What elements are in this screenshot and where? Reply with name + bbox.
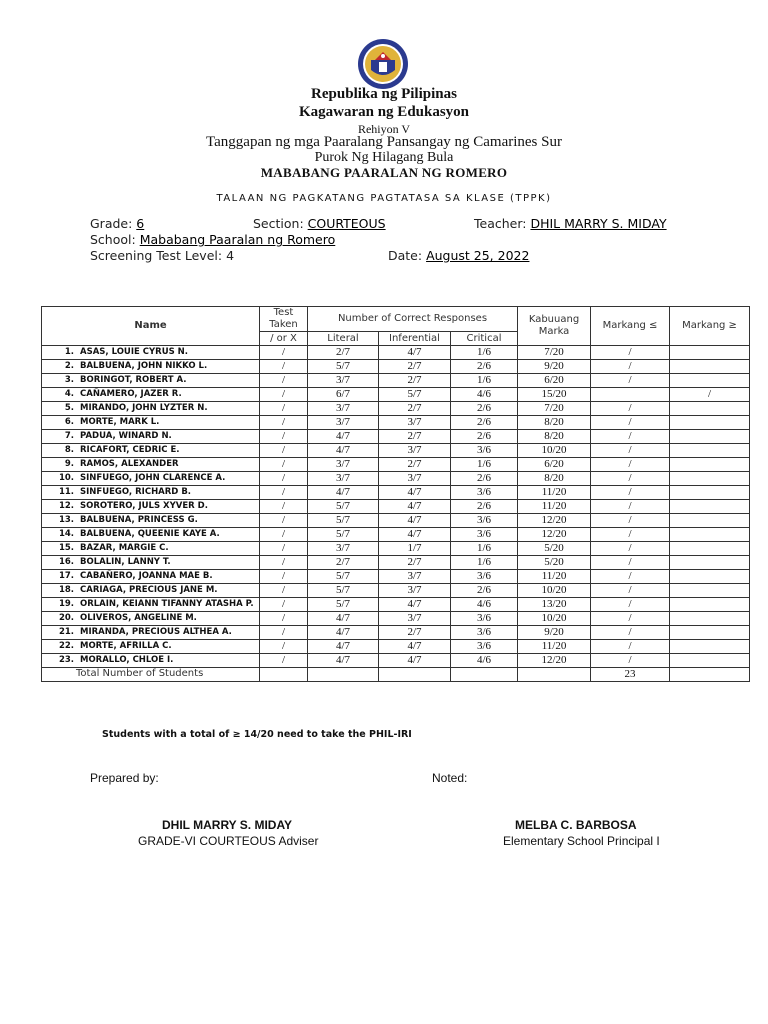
total-score-cell: 12/20 [518,654,591,668]
test-taken-cell: / [260,346,308,360]
student-name: 22. MORTE, AFRILLA C. [42,640,260,654]
critical-cell: 1/6 [451,374,518,388]
score-le-cell: / [591,486,670,500]
student-name: 12. SOROTERO, JULS XYVER D. [42,500,260,514]
score-le-cell: / [591,444,670,458]
score-le-cell: / [591,640,670,654]
inferential-cell: 3/7 [379,472,451,486]
header-school: MABABANG PAARALAN NG ROMERO [260,165,508,180]
critical-cell: 3/6 [451,528,518,542]
student-name: 18. CARIAGA, PRECIOUS JANE M. [42,584,260,598]
literal-cell: 5/7 [308,598,379,612]
inferential-cell: 3/7 [379,612,451,626]
total-score-cell: 7/20 [518,346,591,360]
total-score-cell: 9/20 [518,360,591,374]
score-ge-cell [670,626,750,640]
literal-cell: 3/7 [308,472,379,486]
inferential-cell: 4/7 [379,640,451,654]
total-score-cell: 8/20 [518,416,591,430]
score-le-cell: / [591,472,670,486]
grade-value: 6 [136,216,145,231]
header-department: Kagawaran ng Edukasyon [298,104,470,120]
table-row [42,388,750,402]
student-name: 16. BOLALIN, LANNY T. [42,556,260,570]
inferential-cell: 2/7 [379,430,451,444]
critical-cell: 4/6 [451,654,518,668]
total-score-cell: 13/20 [518,598,591,612]
school-value: Mababang Paaralan ng Romero [139,232,336,247]
section-info: Section: COURTEOUS [253,216,386,231]
prepared-label: Prepared by: [90,771,159,785]
test-taken-cell: / [260,360,308,374]
inferential-cell: 5/7 [379,388,451,402]
inferential-cell: 4/7 [379,528,451,542]
table-row [42,458,750,472]
student-name: 3. BORINGOT, ROBERT A. [42,374,260,388]
critical-cell: 3/6 [451,444,518,458]
score-ge-cell [670,570,750,584]
table-row [42,528,750,542]
literal-cell: 5/7 [308,500,379,514]
literal-cell: 3/7 [308,458,379,472]
test-taken-cell: / [260,444,308,458]
header-division: Tanggapan ng mga Paaralang Pansangay ng Camarines Sur [206,134,562,150]
teacher-value: DHIL MARRY S. MIDAY [530,216,667,231]
header-score-ge: Markang ≥ [670,307,750,346]
score-ge-cell: / [670,388,750,402]
critical-cell: 1/6 [451,542,518,556]
header-literal: Literal [308,332,379,346]
inferential-cell: 4/7 [379,486,451,500]
inferential-cell: 3/7 [379,584,451,598]
total-score-cell: 11/20 [518,500,591,514]
student-name: 8. RICAFORT, CEDRIC E. [42,444,260,458]
test-taken-cell: / [260,598,308,612]
inferential-cell: 3/7 [379,444,451,458]
grade-info: Grade: 6 [90,216,145,231]
student-rows [42,346,750,668]
literal-cell: 2/7 [308,556,379,570]
literal-cell: 4/7 [308,430,379,444]
total-score-cell: 10/20 [518,444,591,458]
score-ge-cell [670,472,750,486]
score-ge-cell [670,402,750,416]
total-score-cell: 7/20 [518,402,591,416]
score-ge-cell [670,346,750,360]
score-le-cell: / [591,514,670,528]
table-row [42,556,750,570]
student-name: 13. BALBUENA, PRINCESS G. [42,514,260,528]
test-taken-cell: / [260,640,308,654]
date-value: August 25, 2022 [426,248,530,263]
level-info: Screening Test Level: 4 [90,248,235,263]
score-ge-cell [670,654,750,668]
literal-cell: 6/7 [308,388,379,402]
table-row [42,444,750,458]
score-le-cell [591,388,670,402]
literal-cell: 4/7 [308,640,379,654]
score-ge-cell [670,556,750,570]
score-ge-cell [670,612,750,626]
critical-cell: 3/6 [451,626,518,640]
critical-cell: 2/6 [451,402,518,416]
test-taken-cell: / [260,570,308,584]
section-value: COURTEOUS [307,216,386,231]
header-test-mark: / or X [260,332,308,346]
date-info: Date: August 25, 2022 [388,248,530,263]
table-row [42,346,750,360]
inferential-cell: 3/7 [379,570,451,584]
table-row [42,500,750,514]
table-row [42,360,750,374]
student-name: 14. BALBUENA, QUEENIE KAYE A. [42,528,260,542]
literal-cell: 3/7 [308,416,379,430]
score-ge-cell [670,542,750,556]
tppk-table [41,306,750,682]
literal-cell: 5/7 [308,584,379,598]
total-score-cell: 6/20 [518,458,591,472]
critical-cell: 2/6 [451,472,518,486]
header-total-score: Kabuuang Marka [518,307,591,346]
critical-cell: 2/6 [451,430,518,444]
student-name: 5. MIRANDO, JOHN LYZTER N. [42,402,260,416]
total-score-cell: 12/20 [518,528,591,542]
critical-cell: 2/6 [451,584,518,598]
literal-cell: 4/7 [308,444,379,458]
header-test-taken: Test Taken [260,307,308,332]
test-taken-cell: / [260,528,308,542]
critical-cell: 3/6 [451,612,518,626]
inferential-cell: 2/7 [379,360,451,374]
critical-cell: 3/6 [451,514,518,528]
critical-cell: 3/6 [451,486,518,500]
student-name: 15. BAZAR, MARGIE C. [42,542,260,556]
student-name: 20. OLIVEROS, ANGELINE M. [42,612,260,626]
test-taken-cell: / [260,402,308,416]
level-value: 4 [226,248,235,263]
total-score-cell: 11/20 [518,570,591,584]
inferential-cell: 2/7 [379,402,451,416]
student-name: 9. RAMOS, ALEXANDER [42,458,260,472]
score-ge-cell [670,360,750,374]
literal-cell: 5/7 [308,360,379,374]
test-taken-cell: / [260,388,308,402]
table-row [42,416,750,430]
score-le-cell: / [591,626,670,640]
test-taken-cell: / [260,626,308,640]
header-region: Rehiyon V [357,122,411,136]
noted-name: MELBA C. BARBOSA [515,818,637,832]
student-name: 7. PADUA, WINARD N. [42,430,260,444]
student-name: 1. ASAS, LOUIE CYRUS N. [42,346,260,360]
table-row [42,514,750,528]
test-taken-cell: / [260,374,308,388]
table-row [42,542,750,556]
teacher-info: Teacher: DHIL MARRY S. MIDAY [474,216,667,231]
table-row [42,584,750,598]
score-le-cell: / [591,612,670,626]
header-correct-responses: Number of Correct Responses [308,307,518,332]
test-taken-cell: / [260,458,308,472]
table-row [42,430,750,444]
critical-cell: 1/6 [451,458,518,472]
table-row [42,626,750,640]
score-le-cell: / [591,346,670,360]
inferential-cell: 2/7 [379,374,451,388]
total-label: Total Number of Students [42,668,260,682]
prepared-name: DHIL MARRY S. MIDAY [162,818,293,832]
test-taken-cell: / [260,416,308,430]
literal-cell: 5/7 [308,528,379,542]
score-ge-cell [670,640,750,654]
table-row [42,654,750,668]
table-row [42,402,750,416]
score-le-cell: / [591,360,670,374]
score-ge-cell [670,458,750,472]
total-score-cell: 12/20 [518,514,591,528]
literal-cell: 5/7 [308,514,379,528]
critical-cell: 2/6 [451,416,518,430]
form-title: TALAAN NG PAGKATANG PAGTATASA SA KLASE (TPPK) [216,193,552,204]
table-row [42,570,750,584]
score-le-cell: / [591,416,670,430]
student-name: 11. SINFUEGO, RICHARD B. [42,486,260,500]
total-count: 23 [591,668,670,682]
score-le-cell: / [591,430,670,444]
score-le-cell: / [591,598,670,612]
table-row [42,374,750,388]
score-ge-cell [670,444,750,458]
table-row [42,486,750,500]
test-taken-cell: / [260,556,308,570]
score-le-cell: / [591,556,670,570]
table-row [42,640,750,654]
critical-cell: 4/6 [451,388,518,402]
critical-cell: 2/6 [451,360,518,374]
score-ge-cell [670,486,750,500]
score-le-cell: / [591,458,670,472]
total-score-cell: 10/20 [518,612,591,626]
student-name: 6. MORTE, MARK L. [42,416,260,430]
table-row [42,612,750,626]
header-score-le: Markang ≤ [591,307,670,346]
total-score-cell: 8/20 [518,430,591,444]
deped-seal-icon [357,38,409,90]
score-le-cell: / [591,584,670,598]
total-score-cell: 10/20 [518,584,591,598]
score-le-cell: / [591,570,670,584]
score-ge-cell [670,584,750,598]
literal-cell: 3/7 [308,374,379,388]
test-taken-cell: / [260,500,308,514]
inferential-cell: 2/7 [379,626,451,640]
total-score-cell: 5/20 [518,542,591,556]
test-taken-cell: / [260,514,308,528]
inferential-cell: 4/7 [379,654,451,668]
total-score-cell: 8/20 [518,472,591,486]
score-le-cell: / [591,654,670,668]
test-taken-cell: / [260,486,308,500]
phil-iri-note: Students with a total of ≥ 14/20 need to take the PHIL-IRI [102,729,412,740]
literal-cell: 5/7 [308,570,379,584]
critical-cell: 3/6 [451,570,518,584]
score-ge-cell [670,500,750,514]
student-name: 23. MORALLO, CHLOE I. [42,654,260,668]
inferential-cell: 3/7 [379,416,451,430]
test-taken-cell: / [260,584,308,598]
literal-cell: 3/7 [308,542,379,556]
total-score-cell: 11/20 [518,640,591,654]
total-score-cell: 5/20 [518,556,591,570]
inferential-cell: 2/7 [379,458,451,472]
noted-label: Noted: [432,771,468,785]
inferential-cell: 4/7 [379,346,451,360]
inferential-cell: 4/7 [379,500,451,514]
inferential-cell: 2/7 [379,556,451,570]
score-ge-cell [670,528,750,542]
literal-cell: 4/7 [308,612,379,626]
total-score-cell: 11/20 [518,486,591,500]
score-le-cell: / [591,402,670,416]
prepared-title: GRADE-VI COURTEOUS Adviser [138,834,319,848]
student-name: 4. CAÑAMERO, JAZER R. [42,388,260,402]
test-taken-cell: / [260,654,308,668]
total-score-cell: 15/20 [518,388,591,402]
student-name: 17. CABAÑERO, JOANNA MAE B. [42,570,260,584]
header-district: Purok Ng Hilagang Bula [314,150,454,165]
student-name: 2. BALBUENA, JOHN NIKKO L. [42,360,260,374]
score-le-cell: / [591,500,670,514]
test-taken-cell: / [260,472,308,486]
literal-cell: 2/7 [308,346,379,360]
critical-cell: 1/6 [451,556,518,570]
score-ge-cell [670,598,750,612]
header-country: Republika ng Pilipinas [311,86,457,102]
school-info: School: Mababang Paaralan ng Romero [90,232,336,247]
header-name: Name [42,307,260,346]
table-row [42,472,750,486]
critical-cell: 2/6 [451,500,518,514]
critical-cell: 1/6 [451,346,518,360]
score-ge-cell [670,514,750,528]
inferential-cell: 1/7 [379,542,451,556]
student-name: 21. MIRANDA, PRECIOUS ALTHEA A. [42,626,260,640]
score-ge-cell [670,416,750,430]
literal-cell: 4/7 [308,654,379,668]
score-le-cell: / [591,528,670,542]
total-score-cell: 6/20 [518,374,591,388]
critical-cell: 3/6 [451,640,518,654]
score-ge-cell [670,374,750,388]
literal-cell: 4/7 [308,626,379,640]
total-score-cell: 9/20 [518,626,591,640]
literal-cell: 4/7 [308,486,379,500]
literal-cell: 3/7 [308,402,379,416]
score-ge-cell [670,430,750,444]
student-name: 19. ORLAIN, KEIANN TIFANNY ATASHA P. [42,598,260,612]
test-taken-cell: / [260,612,308,626]
student-name: 10. SINFUEGO, JOHN CLARENCE A. [42,472,260,486]
header-inferential: Inferential [379,332,451,346]
inferential-cell: 4/7 [379,514,451,528]
header-critical: Critical [451,332,518,346]
table-row [42,598,750,612]
test-taken-cell: / [260,430,308,444]
score-le-cell: / [591,542,670,556]
inferential-cell: 4/7 [379,598,451,612]
score-le-cell: / [591,374,670,388]
noted-title: Elementary School Principal I [503,834,660,848]
test-taken-cell: / [260,542,308,556]
critical-cell: 4/6 [451,598,518,612]
